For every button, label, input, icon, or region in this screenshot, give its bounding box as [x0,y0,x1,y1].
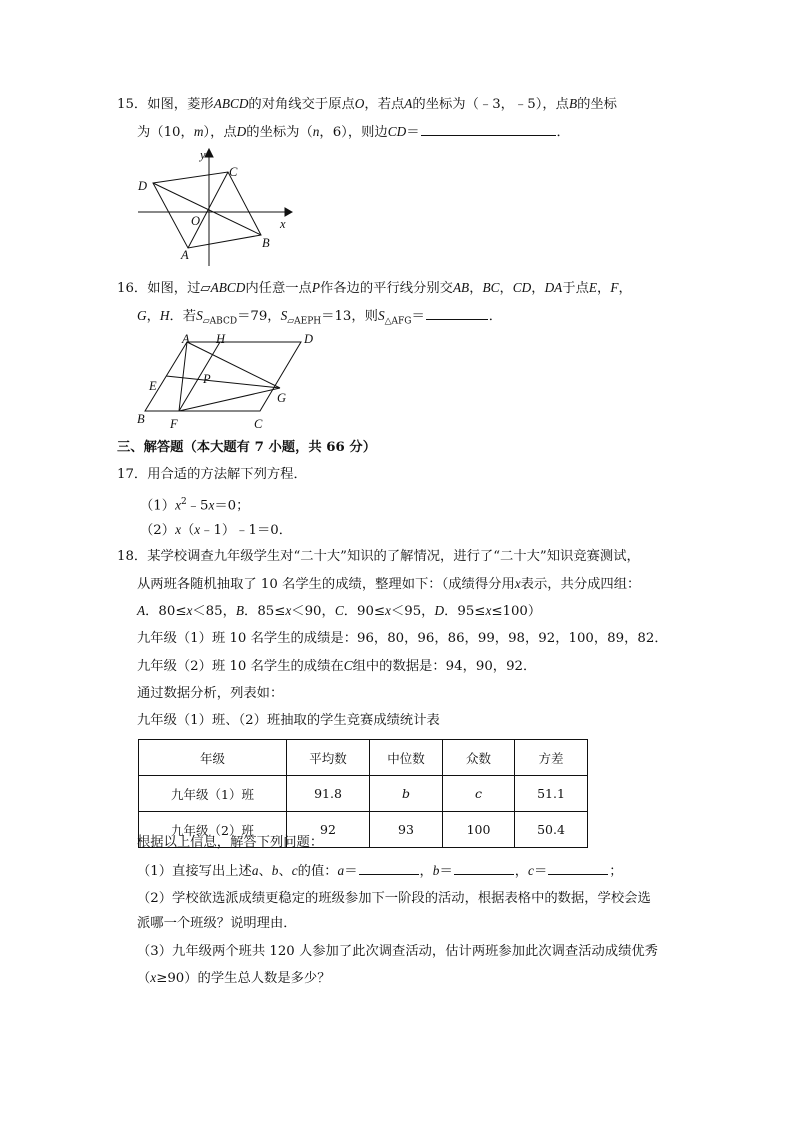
q18-table-title: 九年级（1）班、（2）班抽取的学生竞赛成绩统计表 [137,713,440,728]
q15-text: 为（10， [137,125,194,140]
label-D: D [138,179,148,193]
q16-text: ， [146,309,160,324]
q16-text: ， [499,281,513,296]
q18-text: ．90≤ [343,604,386,619]
rhombus-abcd [153,172,261,248]
var-x: x [175,522,181,537]
q16-text: ， [597,281,611,296]
cell-grade: 九年级（2）班 [139,812,287,848]
q16-text: 内任意一点 [245,281,312,296]
cell-mean: 91.8 [287,776,370,812]
var-b: b [432,863,440,878]
label-y: y [200,148,206,162]
q16-text: ． [488,309,503,324]
var-S: S [280,308,288,323]
q17-text: （1） [140,498,176,514]
answer-blank-c[interactable] [548,860,608,875]
var-x: x [194,522,201,537]
q15-text: ． [556,125,570,140]
subscript-abcd: ▱ABCD [202,316,238,327]
x-axis-arrow [285,208,292,216]
q15-line1 [117,94,617,115]
q18-text: ＜90， [291,604,335,619]
q15-text: ＝ [406,125,420,140]
label-x: x [280,217,286,231]
var-H: H [159,308,170,323]
label-H: H [216,332,226,346]
var-B: B [568,96,578,111]
q18-line2 [137,574,640,595]
var-O: O [354,96,365,111]
label-B: B [262,236,270,250]
q18-text: ＝ [439,864,453,879]
var-E: E [588,280,598,295]
var-x: x [208,497,215,513]
q18-text: 九年级（2）班 10 名学生的成绩在 [137,659,344,674]
q16-text: 16．如图，过 [117,281,201,296]
q18-text: ； [609,864,623,879]
q18-answer-intro: 根据以上信息，解答下列问题： [137,835,324,850]
q17-text: ﹣1）﹣1＝0． [200,523,293,538]
var-x: x [175,497,181,513]
var-F: F [610,280,619,295]
answer-blank-b[interactable] [454,860,514,875]
var-ABCD: ABCD [213,96,249,111]
answer-blank-q15[interactable] [421,121,556,136]
q16-line2 [137,305,502,332]
line-ag [187,342,280,388]
var-m: m [193,124,204,139]
var-S: S [196,308,203,323]
q18-text: ＜95， [390,604,435,619]
q18-sub1 [137,860,623,882]
var-n: n [312,124,320,139]
q17-part2 [140,520,292,541]
table-header-row [139,740,588,776]
answer-blank-q16[interactable] [426,305,488,320]
var-AB: AB [452,280,470,295]
header-variance: 方差 [515,740,588,776]
q15-text: ），点 [203,125,237,140]
cell-variance: 50.4 [515,812,588,848]
answer-blank-a[interactable] [359,860,419,875]
q15-text: 的坐标为（ [246,125,313,140]
q18-text: ≥90）的学生总人数是多少？ [156,971,331,986]
var-CD: CD [512,280,532,295]
q18-text: ≤100） [491,604,542,619]
q16-text: ， [531,281,545,296]
q18-text: ＝ [533,864,548,879]
label-A: A [182,332,190,346]
var-D: D [236,124,247,139]
q17-part1 [140,492,249,516]
var-ABCD: ABCD [210,280,246,295]
q18-text: 、 [258,864,272,879]
var-c: c [474,786,482,801]
label-B: B [137,412,145,426]
cell-mean: 92 [287,812,370,848]
q16-text: ＝13，则 [321,309,378,324]
q18-text: ， [514,864,529,879]
q18-text: （ [137,971,151,986]
var-x: x [385,603,391,618]
var-c: c [528,863,534,878]
q17-text: ＝0； [214,498,250,514]
subscript-afg: △AFG [384,316,412,327]
label-C: C [229,165,238,179]
q15-text: 的坐标为（﹣3，﹣5），点 [412,97,569,112]
q18-text: 组中的数据是：94，90，92． [352,659,537,674]
var-b: b [401,786,410,801]
table-row [139,776,588,812]
label-G: G [277,391,287,405]
q18-text: ．85≤ [244,604,286,619]
var-BC: BC [482,280,500,295]
cell-mode [443,776,515,812]
q18-sub3-line1: （3）九年级两个班共 120 人参加了此次调查活动，估计两班参加此次调查活动成绩优秀 [137,944,658,959]
q18-line1: 18．某学校调查九年级学生对“二十大”知识的了解情况，进行了“二十大”知识竞赛测试， [117,549,640,564]
q18-text: 从两班各随机抽取了 10 名学生的成绩，整理如下：（成绩得分用 [137,577,515,592]
q16-figure [132,330,332,434]
q17-text: （2） [140,523,176,538]
label-O: O [191,214,201,228]
var-a: a [251,863,259,878]
cell-variance: 51.1 [515,776,588,812]
q15-text: ，6），则边 [319,125,388,140]
group-A: A [137,603,146,618]
q18-text: ， [419,864,433,879]
q16-text: ＝79， [237,309,281,324]
var-x: x [485,603,492,618]
diagonal-ca [188,172,228,248]
q17-text: ﹣5 [186,498,209,514]
label-A: A [181,248,189,262]
section-heading: 三、解答题（本大题有 7 小题，共 66 分） [117,440,377,455]
q16-text: ， [469,281,483,296]
var-x: x [150,970,157,985]
label-P: P [203,372,211,386]
label-F: F [170,417,178,431]
var-c: c [291,863,298,878]
cell-grade: 九年级（1）班 [139,776,287,812]
q18-class2-scores [137,656,536,677]
q16-text: ＝ [411,309,425,324]
label-D: D [304,332,314,346]
q15-text: 15．如图，菱形 [117,97,214,112]
cell-median [370,776,443,812]
var-S: S [377,308,385,323]
group-C: C [334,603,344,618]
q18-sub2-line1: （2）学校欲选派成绩更稳定的班级参加下一阶段的活动，根据表格中的数据，学校会选 [137,891,651,906]
q18-analysis: 通过数据分析，列表如： [137,686,284,701]
header-grade: 年级 [139,740,287,776]
q18-text: 、 [278,864,292,879]
group-B: B [235,603,245,618]
var-G: G [137,308,147,323]
cell-median: 93 [370,812,443,848]
var-x: x [186,603,193,618]
q15-text: 的对角线交于原点 [248,97,355,112]
header-mode: 众数 [443,740,515,776]
q18-groups [137,601,541,622]
q17-stem: 17．用合适的方法解下列方程． [117,467,307,482]
line-fg [179,388,280,411]
line-hf [179,342,220,411]
q18-text: ．95≤ [444,604,486,619]
q18-text: 的值： [297,864,338,879]
q18-text: ＝ [344,864,358,879]
var-CD: CD [387,124,407,139]
parallelogram-symbol: ▱ [200,281,211,296]
header-mean: 平均数 [287,740,370,776]
var-b: b [271,863,279,878]
label-E: E [149,379,157,393]
q18-text: 表示，共分成四组： [520,577,641,592]
var-a: a [337,863,345,878]
q16-line1 [117,278,632,299]
y-axis-arrow [205,149,213,157]
header-median: 中位数 [370,740,443,776]
q15-line2 [137,121,570,143]
q18-text: （1）直接写出上述 [137,864,252,879]
var-DA: DA [544,280,563,295]
group-D: D [434,603,445,618]
stats-table [138,739,588,848]
q17-text: （ [180,523,195,538]
q15-text: 的坐标 [577,97,617,112]
superscript-2: 2 [180,497,187,507]
q16-text: ．若 [169,309,197,324]
q15-figure [130,146,305,271]
label-C: C [254,417,263,431]
q18-sub2-line2: 派哪一个班级？说明理由． [137,916,297,931]
cell-mode: 100 [443,812,515,848]
q16-text: 作各边的平行线分别交 [319,281,453,296]
var-x: x [285,603,292,618]
var-P: P [311,280,320,295]
q18-text: ＜85， [192,604,236,619]
q15-text: ，若点 [364,97,405,112]
q18-sub3-line2 [137,968,331,989]
diagonal-db [153,183,261,235]
q16-text: ， [618,281,632,296]
q18-class1-scores: 九年级（1）班 10 名学生的成绩是：96，80，96，86，99，98，92，100，89，82． [137,631,668,646]
var-A: A [404,96,413,111]
subscript-aeph: ▱AEPH [287,316,322,327]
var-x: x [514,576,521,591]
q18-text: ．80≤ [145,604,187,619]
q16-text: 于点 [562,281,589,296]
group-C: C [343,658,353,673]
